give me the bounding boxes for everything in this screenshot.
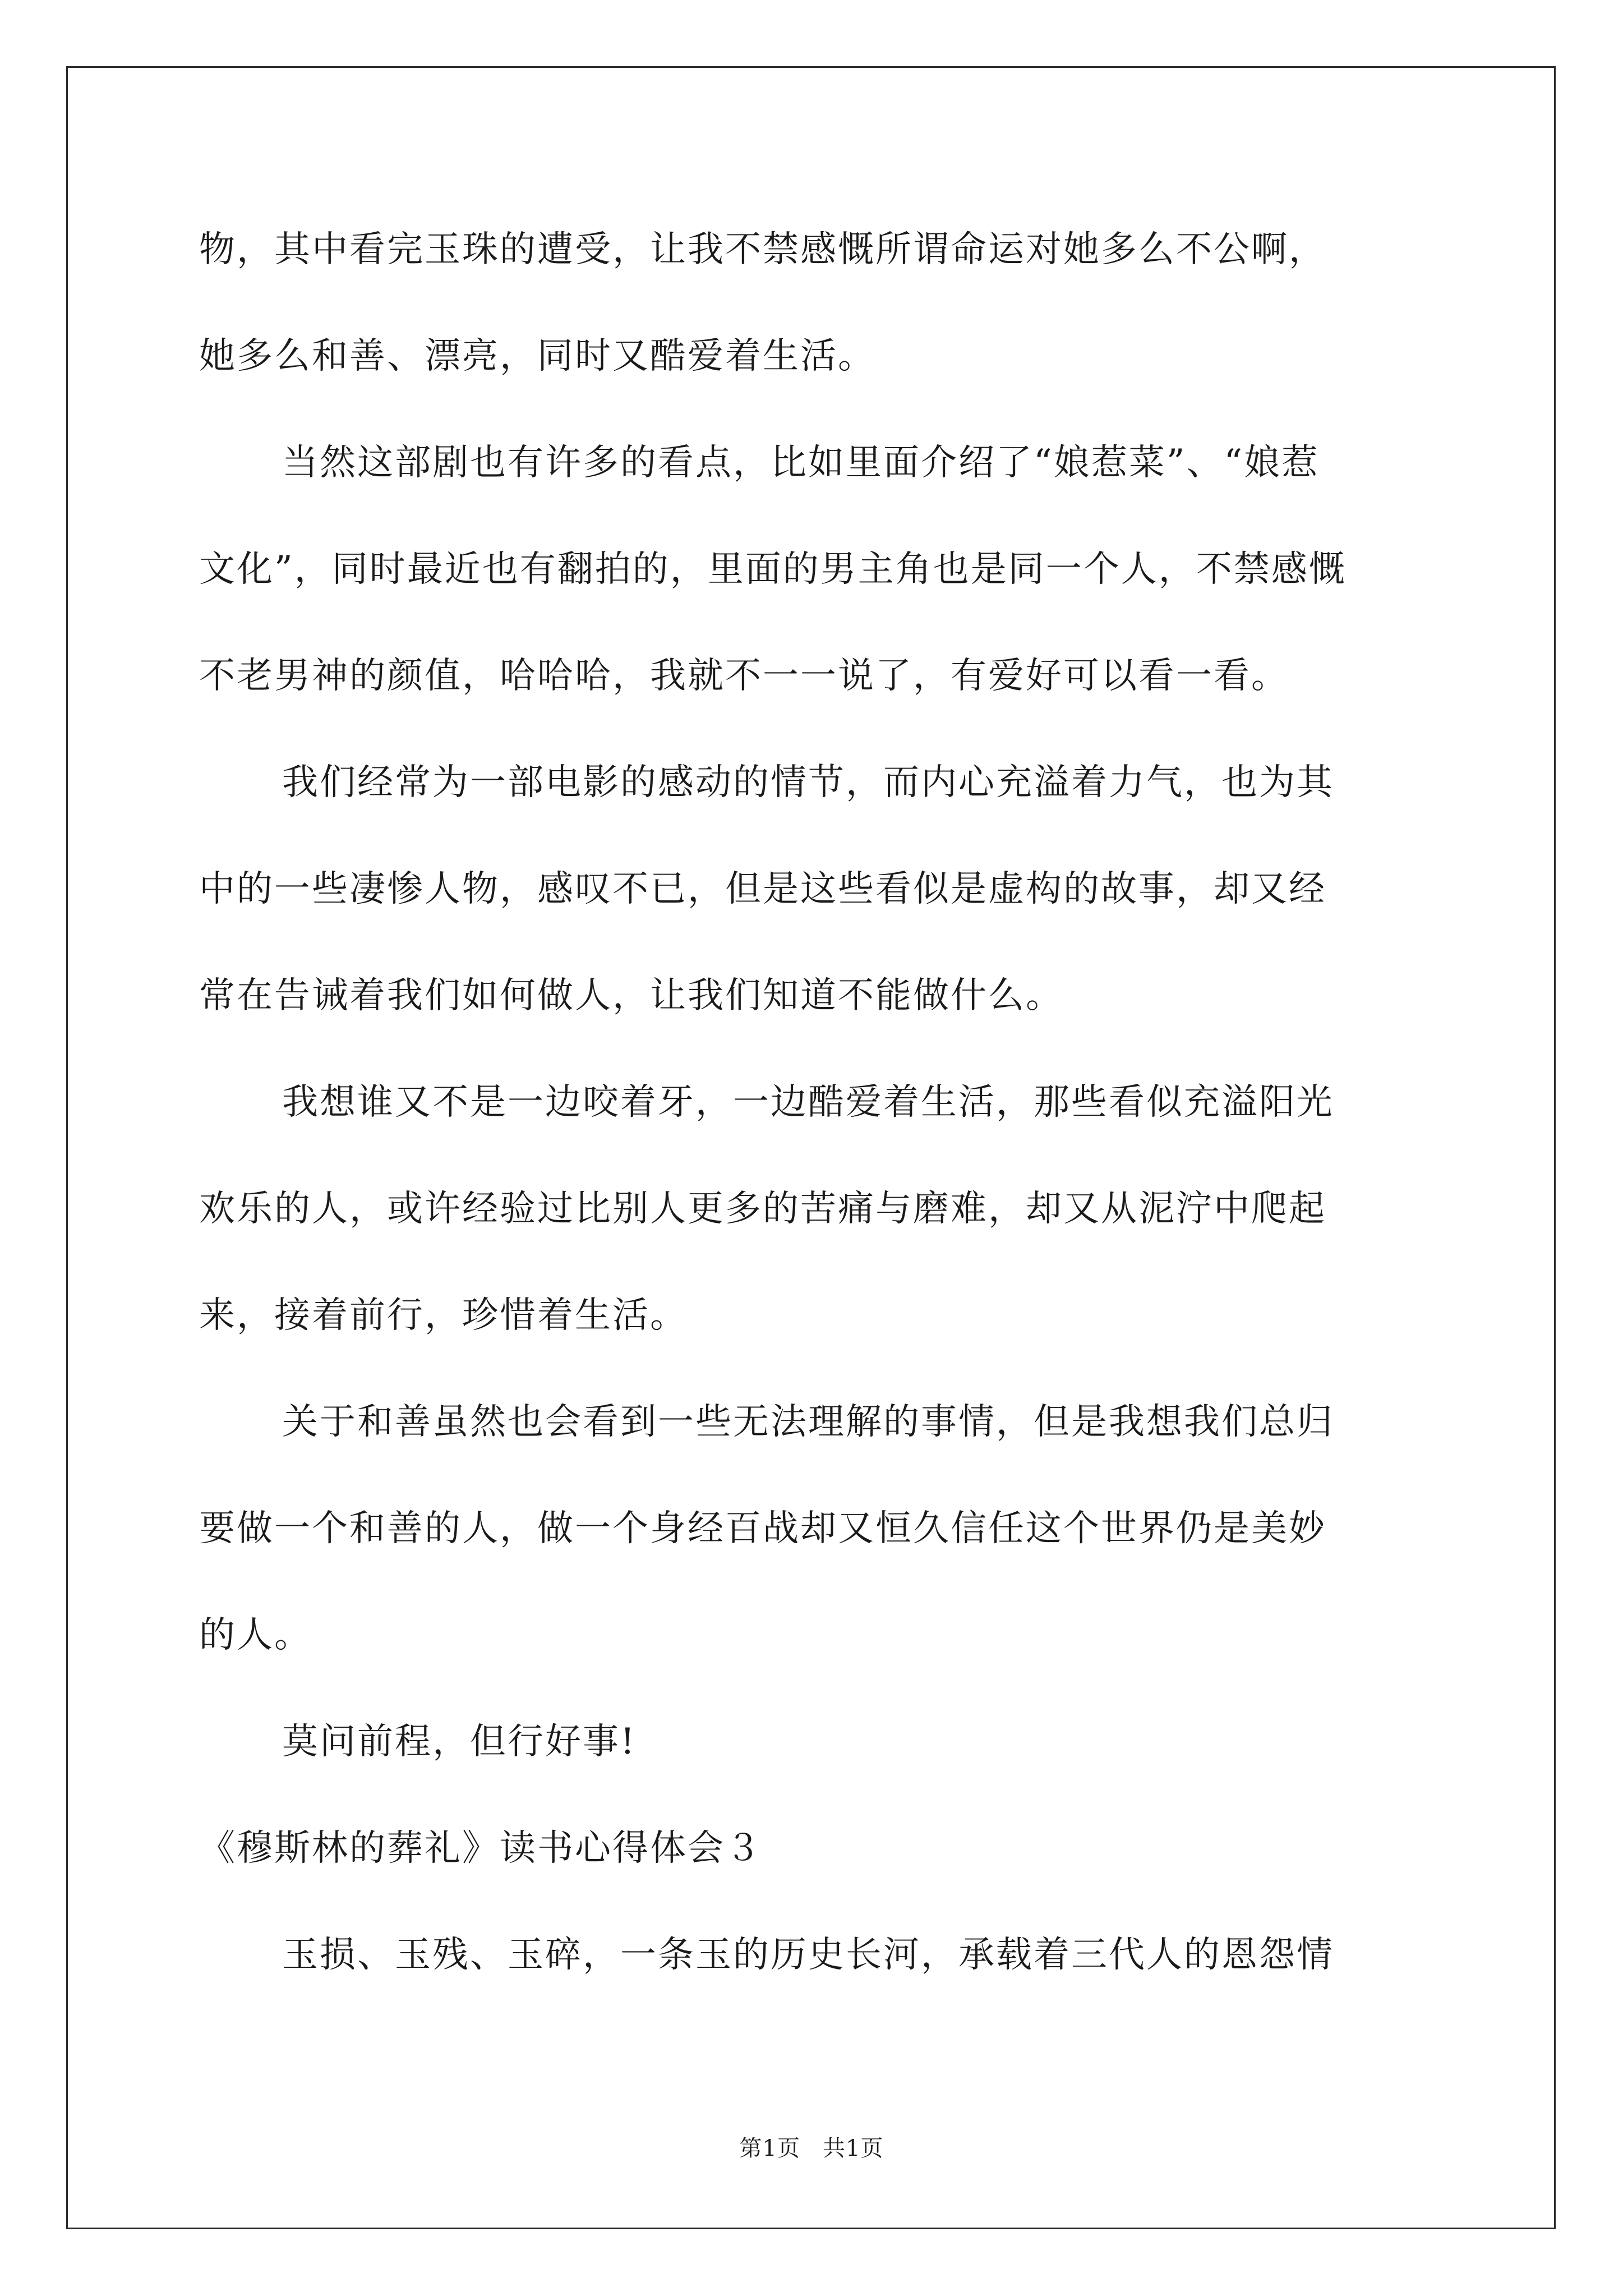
text-line: 关于和善虽然也会看到一些无法理解的事情，但是我想我们总归 (282, 1401, 1334, 1443)
page-total: 共1页 (823, 2136, 884, 2161)
text-line: 文化”，同时最近也有翻拍的，里面的男主角也是同一个人，不禁感慨 (199, 549, 1347, 590)
page-footer (0, 2134, 1623, 2162)
text-line: 莫问前程，但行好事! (282, 1721, 637, 1763)
text-line: 要做一个和善的人，做一个身经百战却又恒久信任这个世界仍是美妙 (199, 1508, 1326, 1549)
document-body (199, 196, 1427, 2008)
page-number: 第1页 (739, 2136, 800, 2161)
text-line: 玉损、玉残、玉碎，一条玉的历史长河，承载着三代人的恩怨情 (282, 1934, 1334, 1976)
text-line: 不老男神的颜值，哈哈哈，我就不一一说了，有爱好可以看一看。 (199, 655, 1289, 697)
text-line: 欢乐的人，或许经验过比别人更多的苦痛与磨难，却又从泥泞中爬起 (199, 1188, 1326, 1230)
text-line: 的人。 (199, 1614, 312, 1656)
section-heading: 《穆斯林的葬礼》读书心得体会３ (199, 1828, 763, 1869)
text-line: 来，接着前行，珍惜着生活。 (199, 1295, 688, 1336)
text-line: 当然这部剧也有许多的看点，比如里面介绍了“娘惹菜”、“娘惹 (282, 442, 1320, 484)
text-line: 中的一些凄惨人物，感叹不已，但是这些看似是虚构的故事，却又经 (199, 868, 1326, 910)
text-line: 我们经常为一部电影的感动的情节，而内心充溢着力气，也为其 (282, 762, 1334, 803)
text-line: 物，其中看完玉珠的遭受，让我不禁感慨所谓命运对她多么不公啊， (199, 229, 1326, 270)
text-line: 她多么和善、漂亮，同时又酷爱着生活。 (199, 335, 875, 377)
text-line: 常在告诫着我们如何做人，让我们知道不能做什么。 (199, 975, 1063, 1016)
text-line: 我想谁又不是一边咬着牙，一边酷爱着生活，那些看似充溢阳光 (282, 1082, 1334, 1123)
